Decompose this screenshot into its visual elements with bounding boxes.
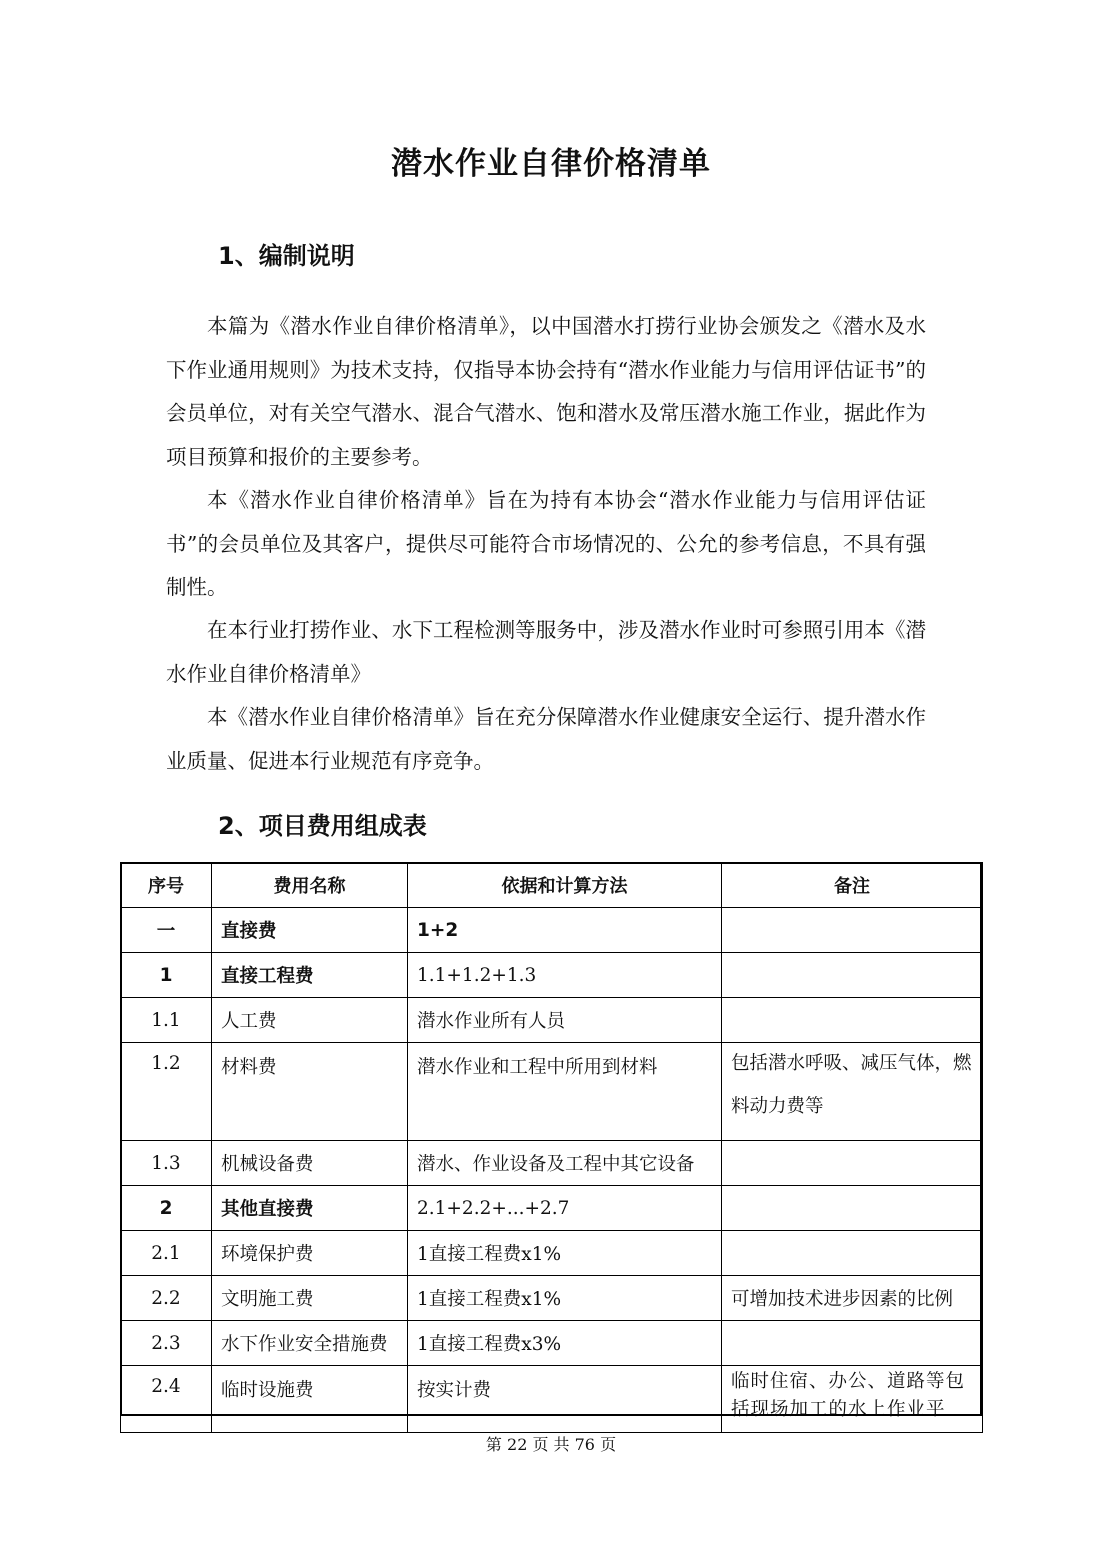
cell-no: 2 [121, 1186, 212, 1231]
page-footer: 第 22 页 共 76 页 [485, 1435, 617, 1454]
table-header-row [121, 863, 983, 908]
cell-no: 2.4 [121, 1366, 212, 1433]
paragraph: 本《潜水作业自律价格清单》旨在为持有本协会“潜水作业能力与信用评估证书”的会员单位及其客户，提供尽可能符合市场情况的、公允的参考信息，不具有强制性。 [166, 488, 926, 599]
section-heading-2: 2、项目费用组成表 [218, 812, 427, 840]
cell-no: 2.3 [121, 1321, 212, 1366]
cell-no: 一 [121, 908, 212, 953]
cell-method: 潜水作业和工程中所用到材料 [408, 1043, 722, 1141]
cell-name: 直接费 [212, 908, 408, 953]
cell-method: 1直接工程费x3% [408, 1321, 722, 1366]
cell-note [722, 1321, 983, 1366]
cell-method: 1.1+1.2+1.3 [408, 953, 722, 998]
table-row [121, 1186, 983, 1231]
cell-note [722, 953, 983, 998]
header-note: 备注 [722, 863, 983, 908]
paragraph: 在本行业打捞作业、水下工程检测等服务中，涉及潜水作业时可参照引用本《潜水作业自律价格清单》 [166, 618, 926, 686]
cell-no: 1.3 [121, 1141, 212, 1186]
cell-name: 直接工程费 [212, 953, 408, 998]
table-row [121, 998, 983, 1043]
cell-name: 机械设备费 [212, 1141, 408, 1186]
paragraph: 本《潜水作业自律价格清单》旨在充分保障潜水作业健康安全运行、提升潜水作业质量、促进本行业规范有序竞争。 [166, 705, 926, 773]
header-no: 序号 [121, 863, 212, 908]
section-heading-1: 1、编制说明 [218, 242, 355, 270]
cell-method: 潜水、作业设备及工程中其它设备 [408, 1141, 722, 1186]
table-row [121, 1043, 983, 1141]
cell-note [722, 1231, 983, 1276]
cell-method: 2.1+2.2+...+2.7 [408, 1186, 722, 1231]
cell-no: 1.2 [121, 1043, 212, 1141]
table-row [121, 1321, 983, 1366]
cell-name: 环境保护费 [212, 1231, 408, 1276]
page-title: 潜水作业自律价格清单 [391, 146, 711, 182]
cell-note [722, 1043, 983, 1141]
cell-note [722, 1141, 983, 1186]
table-row [121, 1141, 983, 1186]
cell-method: 1直接工程费x1% [408, 1231, 722, 1276]
cell-note [722, 1186, 983, 1231]
table-row [121, 953, 983, 998]
paragraph: 本篇为《潜水作业自律价格清单》，以中国潜水打捞行业协会颁发之《潜水及水下作业通用规则》为技术支持，仅指导本协会持有“潜水作业能力与信用评估证书”的会员单位，对有关空气潜水、混合气潜水、饱和潜水及常压潜水施工作业，据此作为项目预算和报价的主要参考。 [166, 314, 926, 469]
cell-name: 文明施工费 [212, 1276, 408, 1321]
cell-method: 按实计费 [408, 1366, 722, 1433]
cell-name: 临时设施费 [212, 1366, 408, 1433]
cell-note [722, 908, 983, 953]
cost-table [120, 862, 983, 1433]
cell-note-text: 包括潜水呼吸、减压气体，燃料动力费等 [731, 1053, 972, 1117]
header-name: 费用名称 [212, 863, 408, 908]
cell-no: 1.1 [121, 998, 212, 1043]
header-method: 依据和计算方法 [408, 863, 722, 908]
table-row [121, 1366, 983, 1433]
cell-name: 其他直接费 [212, 1186, 408, 1231]
cell-no: 2.2 [121, 1276, 212, 1321]
table-row [121, 1231, 983, 1276]
cell-name: 水下作业安全措施费 [212, 1321, 408, 1366]
cell-method: 1+2 [408, 908, 722, 953]
table-row [121, 908, 983, 953]
cell-name: 材料费 [212, 1043, 408, 1141]
cell-method: 1直接工程费x1% [408, 1276, 722, 1321]
cell-no: 2.1 [121, 1231, 212, 1276]
table-row [121, 1276, 983, 1321]
cell-name: 人工费 [212, 998, 408, 1043]
cell-note [722, 998, 983, 1043]
cell-note-text: 临时住宿、办公、道路等包括现场加工的水上作业平 [731, 1371, 966, 1420]
cell-note [722, 1366, 983, 1433]
cell-note: 可增加技术进步因素的比例 [722, 1276, 983, 1321]
cell-no: 1 [121, 953, 212, 998]
cell-method: 潜水作业所有人员 [408, 998, 722, 1043]
